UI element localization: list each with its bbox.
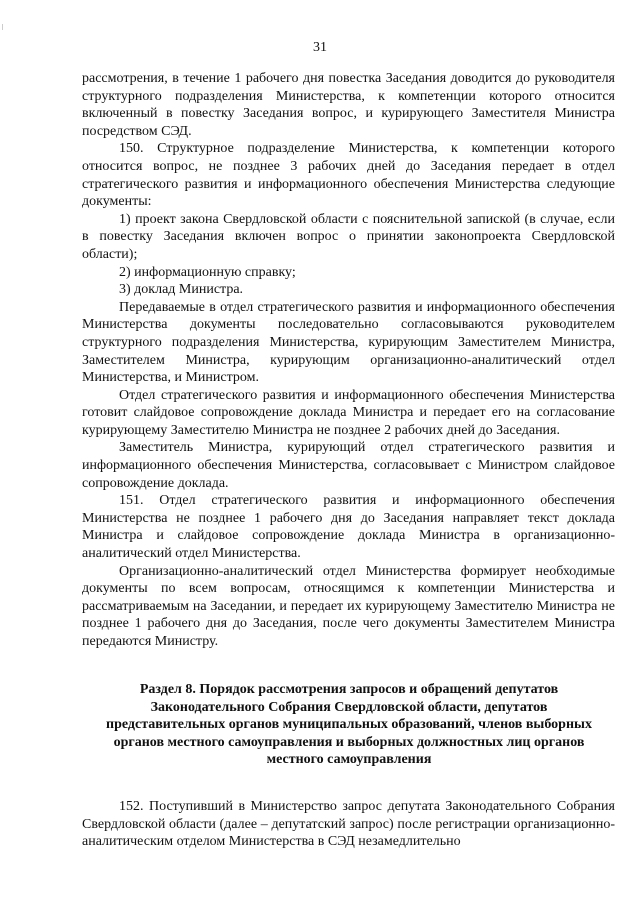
paragraph: Передаваемые в отдел стратегического развития и информационного обеспечения Министерства документы последовательно согласовываются руководителем структурного подразделения Министерства, курирующим Заместителем Министра, Заместителем Министра, курирующим организационно-аналитический отдел Министерства, и Министром. [82,299,615,386]
page-number: 31 [313,40,327,55]
paragraph-151: 151. Отдел стратегического развития и информационного обеспечения Министерства не позднее 1 рабочего дня до Заседания направляет текст доклада Министра и слайдовое сопровождение доклада Министра в организационно-аналитический отдел Министерства. [82,493,615,562]
paragraph: рассмотрения, в течение 1 рабочего дня повестка Заседания доводится до руководителя структурного подразделения Министерства, к компетенции которого относится включенный в повестку Заседания вопрос, и курирующего Заместителя Министра посредством СЭД. [82,71,615,139]
list-item: 3) доклад Министра. [119,282,244,298]
section-heading [96,681,602,769]
paragraph: Отдел стратегического развития и информационного обеспечения Министерства готовит слайдовое сопровождение доклада Министра и передает его на согласование курирующему Заместителю Министра не позднее 2 рабочих дней до Заседания. [82,387,615,438]
body-text [82,70,615,651]
section-heading-line: представительных органов муниципальных образований, членов выборных [106,717,592,733]
section-heading-line: местного самоуправления [266,752,432,768]
paragraph: Заместитель Министра, курирующий отдел стратегического развития и информационного обеспечения Министерства, согласовывает с Министром слайдовое сопровождение доклада. [82,440,615,491]
list-item: 1) проект закона Свердловской области с пояснительной запиской (в случае, если в повестку Заседания включен вопрос о принятии законопроекта Свердловской области); [82,211,615,262]
list-item: 2) информационную справку; [119,264,296,280]
section-heading-line: Раздел 8. Порядок рассмотрения запросов и обращений депутатов [139,682,559,697]
paragraph-150: 150. Структурное подразделение Министерства, к компетенции которого относится вопрос, не позднее 3 рабочих дней до Заседания передает в отдел стратегического развития и информационного обеспечения Министерства следующие документы: [82,141,615,210]
paragraph: Организационно-аналитический отдел Министерства формирует необходимые документы по всем вопросам, относящимся к компетенции Министерства и рассматриваемым на Заседании, и передает их курирующему Заместителю Министра не позднее 1 рабочего дня до Заседания, после чего документы Заместителем Министра передаются Министру. [82,563,615,649]
body-text-section-8 [82,798,615,851]
paragraph-152: 152. Поступивший в Министерство запрос депутата Законодательного Собрания Свердловской области (далее – депутатский запрос) после регистрации организационно-аналитическим отделом Министерства в СЭД незамедлительно [82,799,615,850]
section-heading-line: Законодательного Собрания Свердловской области, депутатов [150,699,548,715]
margin-mark [2,24,3,30]
section-heading-line: органов местного самоуправления и выборных должностных лиц органов [113,734,585,750]
